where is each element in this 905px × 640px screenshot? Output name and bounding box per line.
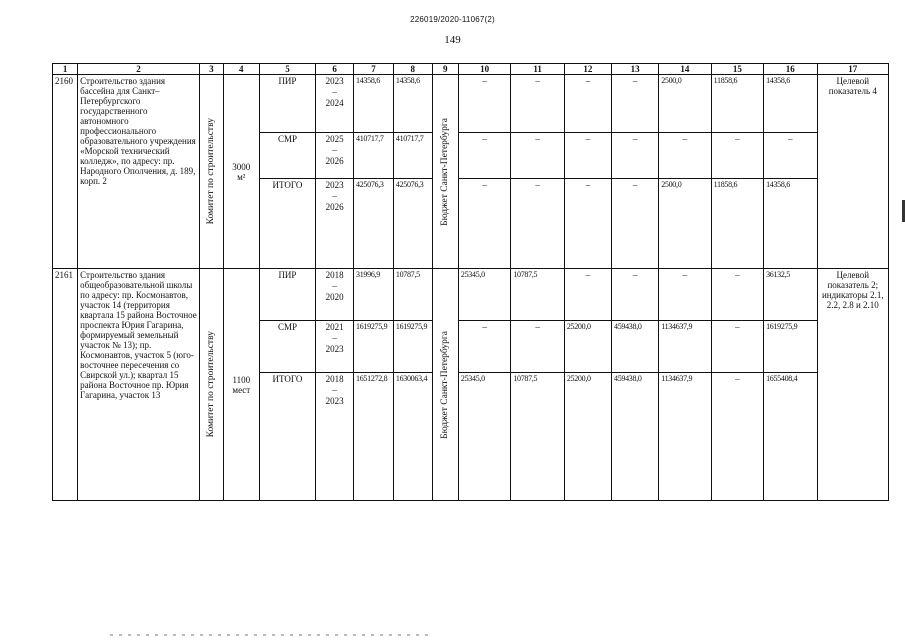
value-col-11: –	[511, 75, 564, 133]
value-col-12: –	[564, 75, 611, 133]
value-col-14: 2500,0	[659, 179, 711, 269]
period-end: 2026	[325, 156, 344, 166]
value-col-10: 25345,0	[458, 269, 510, 321]
col-header-13: 13	[612, 64, 659, 75]
value-col-11: –	[511, 179, 564, 269]
col-header-10: 10	[458, 64, 510, 75]
value-col-16: 14358,6	[764, 179, 817, 269]
value-col-15: –	[711, 269, 763, 321]
period-start: 2023	[325, 76, 344, 86]
period-dash: –	[332, 333, 337, 343]
customer-label: Комитет по строительству	[206, 331, 217, 438]
value-col-15: 11858,6	[711, 179, 763, 269]
funding-source-cell	[432, 75, 458, 269]
value-col-10: –	[458, 75, 510, 133]
col-header-15: 15	[711, 64, 763, 75]
period-start: 2018	[325, 270, 344, 280]
value-col-13: –	[612, 133, 659, 179]
col-header-4: 4	[223, 64, 259, 75]
funding-source-label: Бюджет Санкт-Петербурга	[440, 117, 451, 226]
work-type: ПИР	[259, 75, 316, 133]
work-type: СМР	[259, 133, 316, 179]
value-col-13: –	[612, 75, 659, 133]
value-col-13: –	[612, 269, 659, 321]
col-header-12: 12	[564, 64, 611, 75]
object-name: Строительство здания общеобразовательной школы по адресу: пр. Космонавтов, участок 14 (территория квартала 15 района Восточное проспекта Юрия Гагарина, формируемый земельный участок № 13); пр. Космонавтов, участок 5 (юго-восточнее пересечения со Свирской ул.); квартал 15 района Восточное пр. Юрия Гагарина, участок 13	[78, 269, 200, 501]
period-dash: –	[332, 145, 337, 155]
period	[316, 321, 354, 373]
cost-total: 14358,6	[354, 75, 394, 133]
value-col-11: 10787,5	[511, 269, 564, 321]
cost-remaining: 410717,7	[393, 133, 432, 179]
col-header-14: 14	[659, 64, 711, 75]
period	[316, 373, 354, 501]
col-header-5: 5	[259, 64, 316, 75]
target-indicator: Целевой показатель 4	[817, 75, 888, 269]
col-header-9: 9	[432, 64, 458, 75]
capacity-value: 3000	[232, 161, 251, 172]
col-header-8: 8	[393, 64, 432, 75]
period-dash: –	[332, 191, 337, 201]
cost-remaining: 10787,5	[393, 269, 432, 321]
work-type: СМР	[259, 321, 316, 373]
value-col-11: –	[511, 321, 564, 373]
table-row	[53, 269, 889, 321]
value-col-14: –	[659, 269, 711, 321]
value-col-15: –	[711, 321, 763, 373]
customer-cell	[199, 75, 223, 269]
work-type: ИТОГО	[259, 179, 316, 269]
period-end: 2020	[325, 292, 344, 302]
value-col-16: –	[764, 133, 817, 179]
period-start: 2023	[325, 180, 344, 190]
value-col-13: 459438,0	[612, 373, 659, 501]
capacity-cell	[223, 269, 259, 501]
value-col-12: –	[564, 269, 611, 321]
value-col-11: –	[511, 133, 564, 179]
value-col-12: 25200,0	[564, 373, 611, 501]
target-indicator: Целевой показатель 2; индикаторы 2.1, 2.2, 2.8 и 2.10	[817, 269, 888, 501]
value-col-13: –	[612, 179, 659, 269]
period-end: 2023	[325, 396, 344, 406]
cost-total: 1619275,9	[354, 321, 394, 373]
page-number: 149	[444, 34, 461, 46]
value-col-14: 1134637,9	[659, 321, 711, 373]
period	[316, 269, 354, 321]
value-col-10: 25345,0	[458, 373, 510, 501]
cost-remaining: 1619275,9	[393, 321, 432, 373]
value-col-16: 36132,5	[764, 269, 817, 321]
capacity-unit: мест	[232, 384, 251, 395]
customer-cell	[199, 269, 223, 501]
value-col-12: –	[564, 133, 611, 179]
period-start: 2018	[325, 374, 344, 384]
value-col-15: 11858,6	[711, 75, 763, 133]
capacity-unit: м²	[237, 171, 246, 182]
value-col-11: 10787,5	[511, 373, 564, 501]
period	[316, 133, 354, 179]
row-number: 2161	[53, 269, 78, 501]
value-col-15: –	[711, 373, 763, 501]
cost-remaining: 1630063,4	[393, 373, 432, 501]
document-id: 226019/2020-11067(2)	[410, 15, 495, 24]
cost-remaining: 14358,6	[393, 75, 432, 133]
value-col-10: –	[458, 133, 510, 179]
capacity-value: 1100	[232, 374, 251, 385]
capacity-cell	[223, 75, 259, 269]
col-header-17: 17	[817, 64, 888, 75]
value-col-13: 459438,0	[612, 321, 659, 373]
value-col-14: –	[659, 133, 711, 179]
value-col-16: 1619275,9	[764, 321, 817, 373]
value-col-16: 1655408,4	[764, 373, 817, 501]
value-col-16: 14358,6	[764, 75, 817, 133]
cost-total: 31996,9	[354, 269, 394, 321]
cost-remaining: 425076,3	[393, 179, 432, 269]
program-table	[52, 63, 889, 501]
value-col-10: –	[458, 179, 510, 269]
period-dash: –	[332, 87, 337, 97]
cost-total: 1651272,8	[354, 373, 394, 501]
funding-source-label: Бюджет Санкт-Петербурга	[440, 330, 451, 439]
value-col-14: 1134637,9	[659, 373, 711, 501]
column-number-row	[53, 64, 889, 75]
col-header-1: 1	[53, 64, 78, 75]
work-type: ИТОГО	[259, 373, 316, 501]
period-dash: –	[332, 281, 337, 291]
col-header-6: 6	[316, 64, 354, 75]
value-col-12: 25200,0	[564, 321, 611, 373]
period	[316, 179, 354, 269]
customer-label: Комитет по строительству	[206, 118, 217, 225]
col-header-7: 7	[354, 64, 394, 75]
period-end: 2023	[325, 344, 344, 354]
value-col-14: 2500,0	[659, 75, 711, 133]
cost-total: 410717,7	[354, 133, 394, 179]
value-col-15: –	[711, 133, 763, 179]
col-header-11: 11	[511, 64, 564, 75]
period	[316, 75, 354, 133]
table-row	[53, 75, 889, 133]
value-col-10: –	[458, 321, 510, 373]
period-dash: –	[332, 385, 337, 395]
col-header-2: 2	[78, 64, 200, 75]
period-end: 2026	[325, 202, 344, 212]
period-end: 2024	[325, 98, 344, 108]
work-type: ПИР	[259, 269, 316, 321]
col-header-3: 3	[199, 64, 223, 75]
period-start: 2025	[325, 134, 344, 144]
object-name: Строительство здания бассейна для Санкт–Петербургского государственного автономного профессионального образовательного учреждения «Морской технический колледж», по адресу: пр. Народного Ополчения, д. 189, корп. 2	[78, 75, 200, 269]
row-number: 2160	[53, 75, 78, 269]
cost-total: 425076,3	[354, 179, 394, 269]
value-col-12: –	[564, 179, 611, 269]
col-header-16: 16	[764, 64, 817, 75]
scan-noise	[110, 634, 430, 636]
funding-source-cell	[432, 269, 458, 501]
period-start: 2021	[325, 322, 344, 332]
